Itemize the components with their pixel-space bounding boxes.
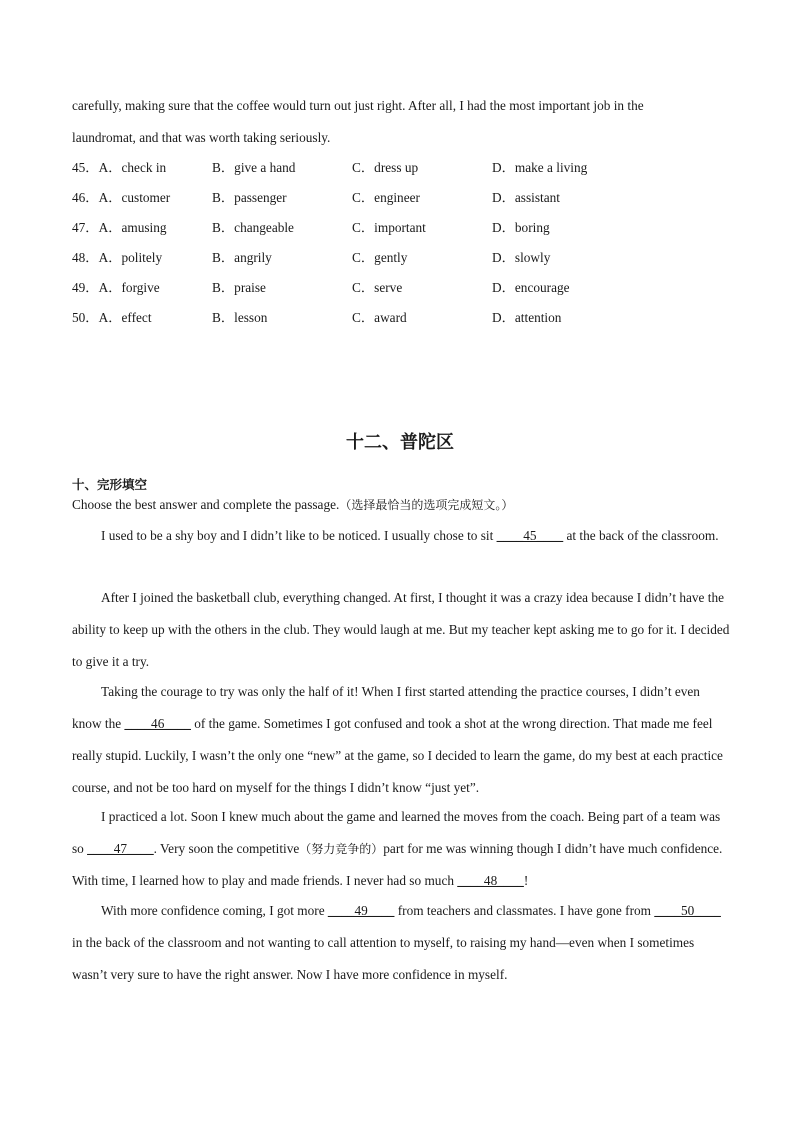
option-c: C．award — [352, 310, 407, 325]
passage-paragraph-2: After I joined the basketball club, everything changed. At first, I thought it was a crazy idea because I didn’t have the ability to keep up with the others in the club. They would laugh at me. But my teacher kept asking me to go for it. I decided to give it a try. — [72, 590, 730, 669]
option-a: A．customer — [98, 190, 171, 205]
option-a: A．forgive — [98, 280, 160, 295]
option-b: B．lesson — [212, 310, 268, 325]
option-a: A．check in — [98, 160, 167, 175]
option-a: A．politely — [98, 250, 163, 265]
passage-text: I practiced a lot. Soon I knew much about the game and learned the moves from the coach. Being part of a team was so — [72, 809, 721, 856]
blank-47: ____47____ — [87, 841, 154, 856]
blank-45: ____45____ — [496, 528, 564, 543]
passage-text: from teachers and classmates. I have gone from — [394, 903, 655, 918]
question-number-option-a — [72, 213, 167, 243]
option-b: B．angrily — [212, 250, 272, 265]
option-b: B．give a hand — [212, 160, 296, 175]
option-c: C．important — [352, 220, 426, 235]
option-d: D．attention — [492, 310, 562, 325]
question-number-option-a — [72, 243, 162, 273]
option-d: D．make a living — [492, 160, 588, 175]
passage-paragraph-1 — [72, 520, 732, 552]
passage-text: in the back of the classroom and not wanting to call attention to myself, to raising my hand—even when I sometimes wasn’t very sure to have the right answer. Now I have more confidence in myself. — [72, 935, 695, 982]
blank-46: ____46____ — [124, 716, 191, 731]
passage-paragraph-4 — [72, 801, 732, 897]
option-d: D．encourage — [492, 280, 570, 295]
question-number: 45． — [72, 160, 99, 175]
passage-paragraph-5 — [72, 895, 732, 991]
chinese-gloss: （努力竞争的） — [299, 842, 384, 856]
question-number: 48． — [72, 250, 99, 265]
instructions-english: Choose the best answer and complete the passage. — [72, 497, 340, 512]
passage-text: Taking the courage to try was only the half of it! When I first started attending the practice courses, I didn’t even know the — [72, 684, 700, 731]
passage-text: I used to be a shy boy and I didn’t like to be noticed. I usually chose to sit — [101, 528, 497, 543]
option-b: B．praise — [212, 280, 266, 295]
prev-passage-line-2: laundromat, and that was worth taking seriously. — [72, 130, 331, 145]
question-number-option-a — [72, 183, 170, 213]
passage-text: part for me was winning though I didn’t have much confidence. With time, I learned how to play and made friends. I never had so much — [72, 841, 723, 888]
question-number-option-a — [72, 273, 160, 303]
option-a: A．effect — [98, 310, 152, 325]
option-c: C．dress up — [352, 160, 419, 175]
option-b: B．changeable — [212, 220, 294, 235]
blank-49: ____49____ — [327, 903, 395, 918]
option-c: C．engineer — [352, 190, 420, 205]
passage-text: ! — [523, 873, 529, 888]
passage-text: of the game. Sometimes I got confused and took a shot at the wrong direction. That made me feel really stupid. Luckily, I wasn’t the only one “new” at the game, so I decided to learn the game, do my best at each practice course, and not be too hard on myself for the things I didn’t know “just yet”. — [72, 716, 723, 795]
instructions — [72, 494, 513, 516]
instructions-chinese: （选择最恰当的选项完成短文。） — [339, 498, 514, 512]
blank-50: ____50____ — [654, 903, 721, 918]
option-d: D．boring — [492, 220, 550, 235]
option-d: D．assistant — [492, 190, 560, 205]
option-c: C．gently — [352, 250, 408, 265]
question-number: 50． — [72, 310, 99, 325]
passage-paragraph-3 — [72, 676, 732, 804]
question-number: 46． — [72, 190, 99, 205]
option-d: D．slowly — [492, 250, 551, 265]
passage-text: . Very soon the competitive — [153, 841, 300, 856]
question-number: 49． — [72, 280, 99, 295]
sub-heading: 十、完形填空 — [72, 477, 148, 492]
blank-48: ____48____ — [457, 873, 524, 888]
option-c: C．serve — [352, 280, 403, 295]
section-title: 十二、普陀区 — [346, 432, 454, 453]
passage-text: With more confidence coming, I got more — [101, 903, 328, 918]
question-number: 47． — [72, 220, 99, 235]
passage-text: at the back of the classroom. — [563, 528, 719, 543]
option-a: A．amusing — [98, 220, 167, 235]
prev-passage-line-1: carefully, making sure that the coffee would turn out just right. After all, I had the most important job in the — [72, 98, 644, 113]
question-number-option-a — [72, 153, 166, 183]
question-number-option-a — [72, 303, 152, 333]
option-b: B．passenger — [212, 190, 287, 205]
